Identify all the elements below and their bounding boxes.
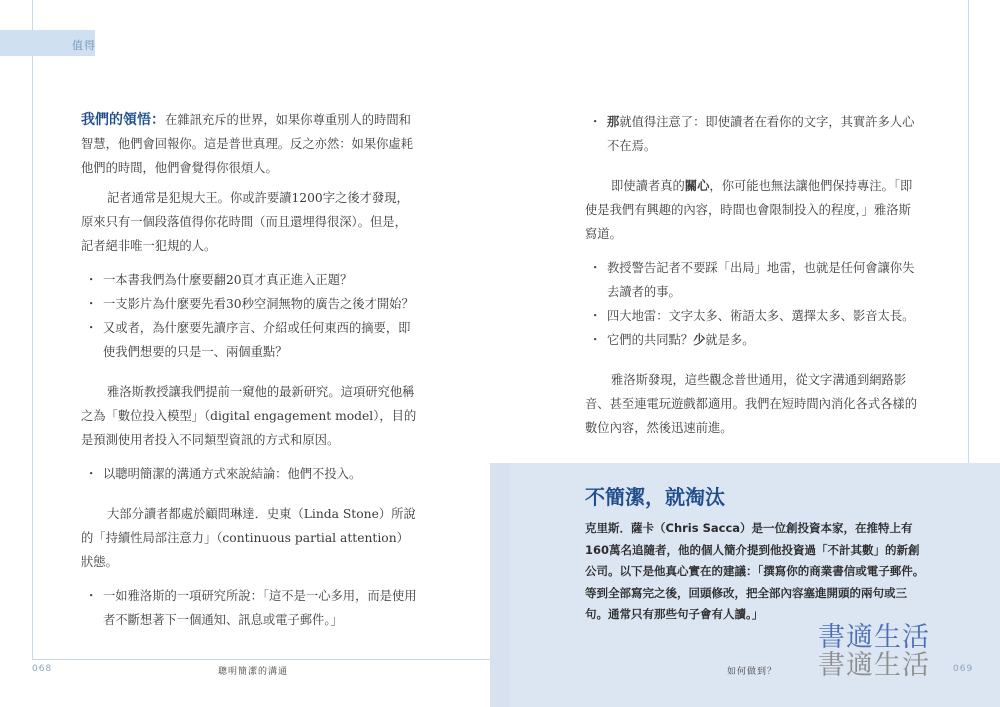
section-tab-label: 值得	[72, 39, 96, 52]
bold-word: 少	[693, 332, 706, 347]
frame-left-line	[32, 0, 33, 660]
watermark-text-top: 書適生活	[818, 622, 930, 653]
paragraph-reporters: 記者通常是犯規大王。你或許要讀1200字之後才發現，原來只有一個段落值得你花時間（而且還埋得很深）。但是，記者絕非唯一犯規的人。	[81, 191, 409, 253]
bold-word: 那	[607, 114, 620, 129]
list-item: ・ 教授警告記者不要踩「出局」地雷，也就是任何會讓你失去讀者的事。	[585, 256, 921, 304]
list-item: ・ 一本書我們為什麼要翻20頁才真正進入正題？	[81, 268, 417, 292]
right-page-number: 069	[953, 664, 974, 674]
left-running-title: 聰明簡潔的溝通	[218, 667, 289, 677]
left-page-number: 068	[32, 664, 53, 674]
paragraph-focus: 即使讀者真的關心，你可能也無法讓他們保持專注。「即使是我們有興趣的內容，時間也會限制投入的程度，」雅洛斯寫道。	[585, 178, 913, 241]
bullet-list-conclusion	[81, 462, 417, 486]
paragraph-universal: 雅洛斯發現，這些觀念普世通用，從文字溝通到網路影音、甚至連電玩遊戲都適用。我們在短時間內消化各式各樣的數位內容，然後迅速前進。	[585, 373, 918, 435]
right-page	[585, 110, 921, 440]
list-item: ・ 一如雅洛斯的一項研究所說：「這不是一心多用，而是使用者不斷想著下一個通知、訊息或電子郵件。」	[81, 584, 417, 632]
sidebar-body: 克里斯．薩卡（Chris Sacca）是一位創投資本家，在推特上有160萬名追隨者，他的個人簡介提到他投資過「不計其數」的新創公司。以下是他真心實在的建議：「撰寫你的商業書信或電子郵件。等到全部寫完之後，回頭修改，把全部內容塞進開頭的兩句或三句。通常只有那些句子會有人讀。」	[585, 521, 925, 621]
list-item: ・ 又或者，為什麼要先讀序言、介紹或任何東西的摘要，即使我們想要的只是一、兩個重點？	[81, 316, 417, 364]
lead-paragraph	[81, 108, 417, 180]
right-running-title: 如何做到？	[727, 667, 778, 677]
sidebar-title: 不簡潔，就淘汰	[585, 485, 725, 509]
list-item: ・ 它們的共同點？少就是多。	[585, 328, 921, 352]
bullet-list-top	[585, 110, 921, 158]
bold-word: 關心	[684, 178, 710, 193]
lead-text: 在雜訊充斥的世界，如果你尊重別人的時間和智慧，他們會回報你。這是普世真理。反之亦然：如果你虛耗他們的時間，他們會覺得你很煩人。	[81, 113, 414, 175]
list-item: ・ 那就值得注意了：即使讀者在看你的文字，其實許多人心不在焉。	[585, 110, 921, 158]
paragraph-research: 雅洛斯教授讓我們提前一窺他的最新研究。這項研究他稱之為「數位投入模型」（digital engagement model），目的是預測使用者投入不同類型資訊的方式和原因。	[81, 385, 417, 447]
list-item: ・ 一支影片為什麼要先看30秒空洞無物的廣告之後才開始？	[81, 292, 417, 316]
watermark-text-bottom: 書適生活	[818, 650, 930, 681]
left-page	[81, 108, 417, 632]
bullet-list-examples	[81, 268, 417, 364]
bullet-list-landmines	[585, 256, 921, 352]
bullet-list-quote	[81, 584, 417, 632]
lead-heading: 我們的領悟：	[81, 112, 165, 128]
list-item: ・ 以聰明簡潔的溝通方式來說結論：他們不投入。	[81, 462, 417, 486]
list-item: ・ 四大地雷：文字太多、術語太多、選擇太多、影音太長。	[585, 304, 921, 328]
paragraph-attention: 大部分讀者都處於顧問琳達．史東（Linda Stone）所說的「持續性局部注意力」（continuous partial attention）狀態。	[81, 507, 416, 569]
